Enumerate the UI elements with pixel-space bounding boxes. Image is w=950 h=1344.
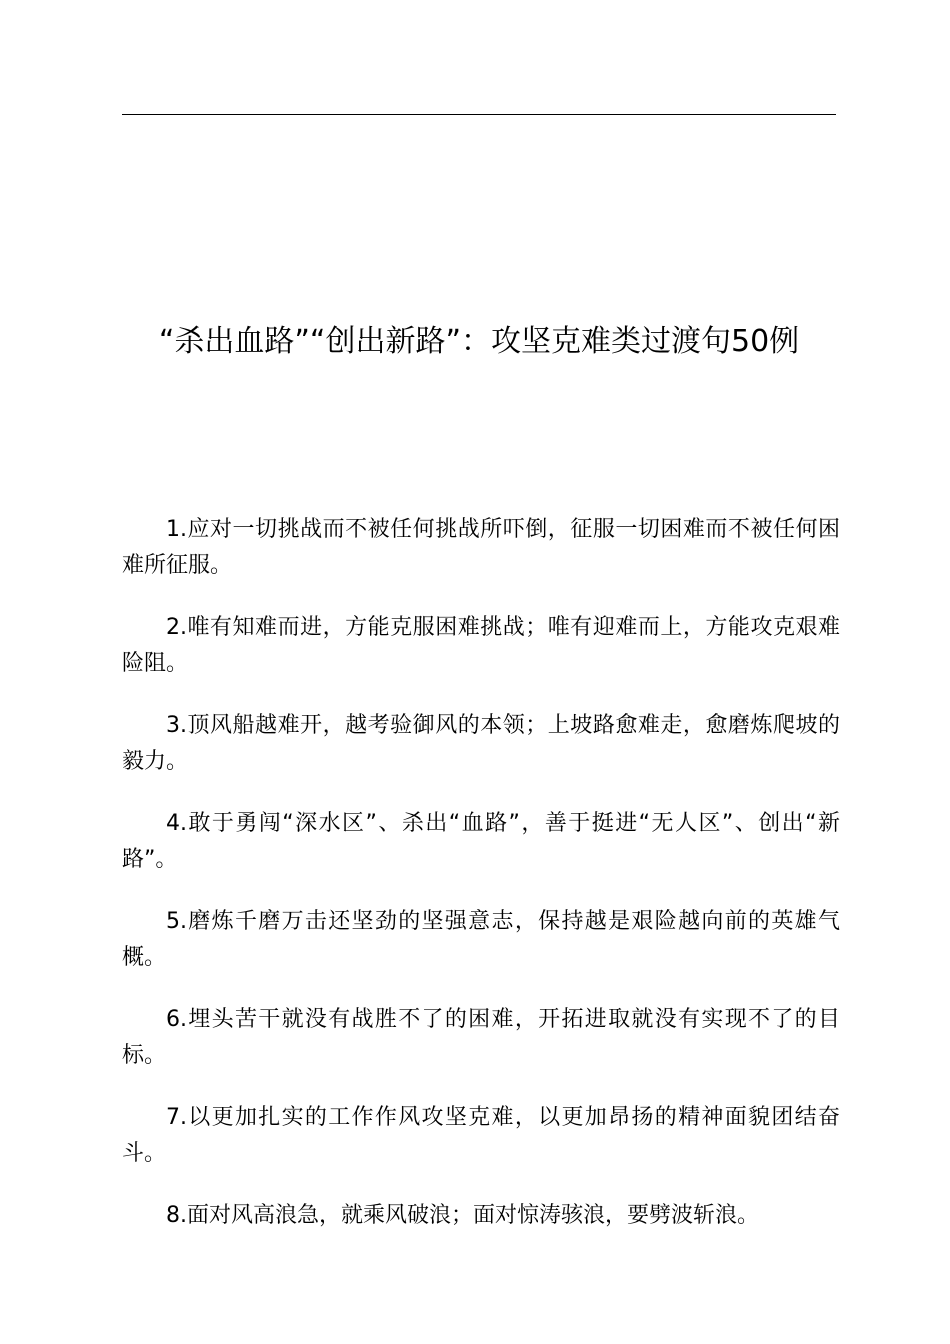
- paragraph-7: 7.以更加扎实的工作作风攻坚克难，以更加昂扬的精神面貌团结奋斗。: [122, 1105, 840, 1166]
- paragraph-8: 8.面对风高浪急，就乘风破浪；面对惊涛骇浪，要劈波斩浪。: [166, 1203, 759, 1228]
- header-rule: [122, 114, 836, 115]
- paragraph-6: 6.埋头苦干就没有战胜不了的困难，开拓进取就没有实现不了的目标。: [122, 1007, 840, 1068]
- document-title: “杀出血路”“创出新路”：攻坚克难类过渡句50例: [158, 324, 800, 359]
- paragraph-5: 5.磨炼千磨万击还坚劲的坚强意志，保持越是艰险越向前的英雄气概。: [122, 909, 840, 970]
- paragraph-1: 1.应对一切挑战而不被任何挑战所吓倒，征服一切困难而不被任何困难所征服。: [122, 517, 840, 578]
- paragraph-4: 4.敢于勇闯“深水区”、杀出“血路”，善于挺进“无人区”、创出“新路”。: [122, 811, 840, 872]
- document-body: [122, 512, 840, 1260]
- paragraph-2: 2.唯有知难而进，方能克服困难挑战；唯有迎难而上，方能攻克艰难险阻。: [122, 615, 840, 676]
- paragraph-3: 3.顶风船越难开，越考验御风的本领；上坡路愈难走，愈磨炼爬坡的毅力。: [122, 713, 840, 774]
